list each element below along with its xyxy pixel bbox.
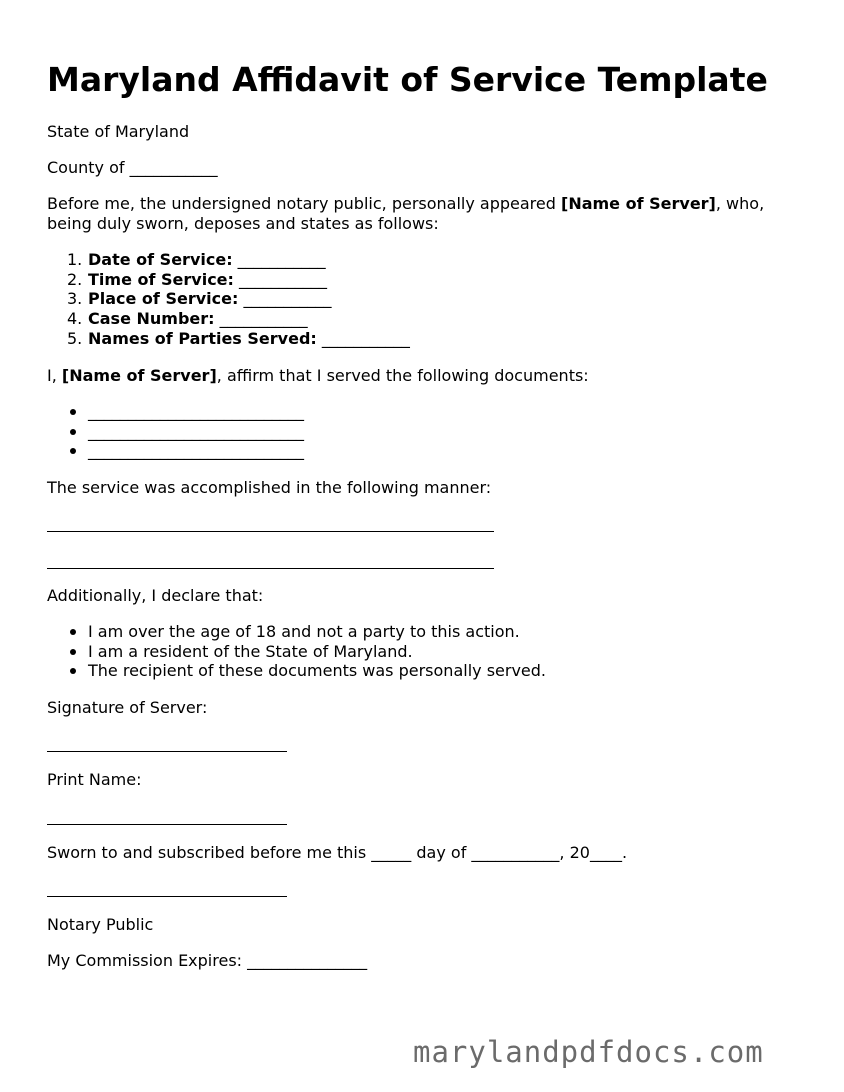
intro-before: Before me, the undersigned notary public, personally appeared: [47, 194, 561, 213]
item-label: Case Number:: [88, 309, 215, 329]
item-label: Names of Parties Served:: [88, 328, 317, 348]
item-number: 2.: [67, 269, 83, 289]
declaration-item: I am a resident of the State of Maryland.: [47, 642, 546, 662]
signature-label: Signature of Server:: [47, 698, 208, 717]
declaration-item: The recipient of these documents was personally served.: [47, 661, 546, 681]
print-name-line: [47, 824, 287, 825]
declare-label: Additionally, I declare that:: [47, 586, 264, 605]
commission-line: My Commission Expires: _______________: [47, 951, 368, 970]
notary-signature-line: [47, 896, 287, 897]
document-blank-item: ___________________________: [47, 422, 304, 442]
signature-line: [47, 751, 287, 752]
affirm-server-name: [Name of Server]: [61, 366, 217, 385]
manner-blank-line: [47, 568, 494, 569]
service-details-list: [47, 250, 410, 349]
documents-list: [47, 402, 304, 461]
affirm-paragraph: [47, 366, 589, 386]
document-blank-item: ___________________________: [47, 402, 304, 422]
declarations-list: [47, 622, 546, 681]
list-item: [47, 309, 410, 329]
item-label: Date of Service:: [88, 250, 233, 269]
state-line: State of Maryland: [47, 122, 190, 141]
county-line: County of ___________: [47, 158, 218, 177]
item-number: 4.: [67, 309, 83, 329]
item-blank: ___________: [316, 328, 410, 348]
item-label: Time of Service:: [88, 269, 234, 289]
list-item: [47, 289, 410, 309]
watermark: marylandpdfdocs.com: [413, 1035, 764, 1069]
item-blank: ___________: [238, 289, 332, 309]
item-blank: ___________: [233, 269, 328, 289]
list-item: [47, 270, 410, 290]
notary-label: Notary Public: [47, 915, 154, 934]
sworn-line: Sworn to and subscribed before me this _____ day of ___________, 20____.: [47, 843, 628, 862]
list-item: [47, 329, 410, 349]
manner-label: The service was accomplished in the following manner:: [47, 478, 492, 497]
list-item: [47, 250, 410, 270]
affirm-suffix: , affirm that I served the following documents:: [216, 366, 589, 385]
manner-blank-line: [47, 531, 494, 532]
page-title: Maryland Affidavit of Service Template: [47, 60, 768, 99]
item-number: 5.: [67, 328, 83, 348]
document-blank-item: ___________________________: [47, 441, 304, 461]
item-number: 1.: [67, 250, 83, 269]
declaration-item: I am over the age of 18 and not a party to this action.: [47, 622, 546, 642]
intro-server-name: [Name of Server]: [561, 194, 716, 213]
print-name-label: Print Name:: [47, 770, 142, 789]
intro-paragraph: [47, 194, 807, 234]
item-blank: ___________: [214, 309, 308, 329]
item-blank: ___________: [232, 250, 326, 269]
item-label: Place of Service:: [88, 289, 239, 309]
item-number: 3.: [67, 289, 83, 309]
intro-after: , who, being duly sworn, deposes and states as follows:: [47, 194, 765, 233]
affirm-prefix: I,: [47, 366, 62, 385]
